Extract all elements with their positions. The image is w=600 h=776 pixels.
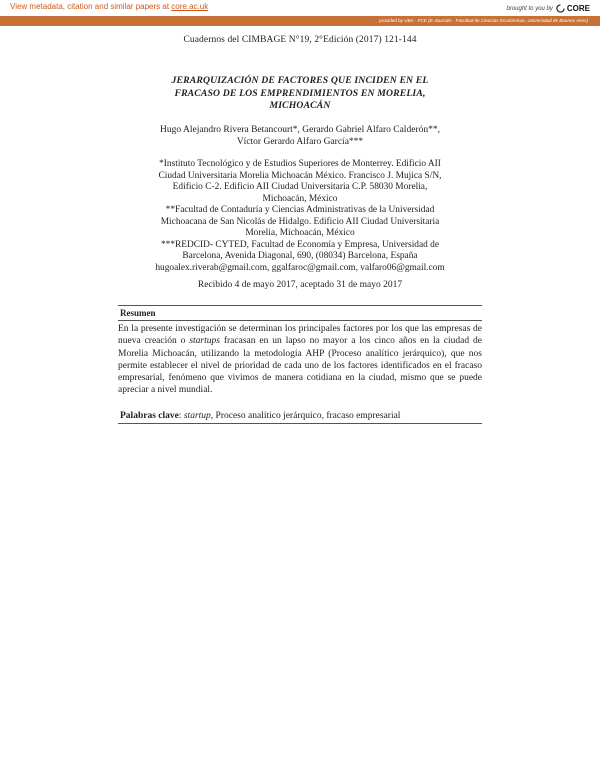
title-line: FRACASO DE LOS EMPRENDIMIENTOS EN MORELIA, bbox=[174, 87, 426, 99]
core-ac-uk-link[interactable]: core.ac.uk bbox=[171, 2, 209, 11]
affiliation-line: *Instituto Tecnológico y de Estudios Superiores de Monterrey. Edificio AII bbox=[159, 159, 441, 169]
brought-to-you-by[interactable] bbox=[507, 4, 591, 13]
author-line: Víctor Gerardo Alfaro García*** bbox=[236, 136, 364, 147]
affiliation-line: Morelia, Michoacán, México bbox=[245, 228, 355, 238]
affiliation-line: ***REDCID- CYTED, Facultad de Economía y Empresa, Universidad de bbox=[160, 239, 440, 250]
abstract-heading: Resumen bbox=[120, 308, 156, 318]
author-line: Hugo Alejandro Rivera Betancourt*, Gerardo Gabriel Alfaro Calderón**, bbox=[160, 125, 440, 135]
paper-title bbox=[130, 75, 470, 113]
keywords bbox=[120, 410, 482, 422]
view-metadata-link[interactable] bbox=[10, 2, 208, 11]
abstract-heading-rule bbox=[118, 320, 482, 321]
affiliation-line: Edificio C-2. Edificio AII Ciudad Universitaria C.P. 58030 Morelia, bbox=[172, 182, 428, 192]
received-dates: Recibido 4 de mayo 2017, aceptado 31 de mayo 2017 bbox=[197, 280, 403, 290]
author-list bbox=[100, 125, 500, 148]
keywords-label: Palabras clave bbox=[120, 411, 179, 421]
title-line: JERARQUIZACIÓN DE FACTORES QUE INCIDEN EN EL bbox=[171, 75, 429, 86]
affiliation-line: Ciudad Universitaria Morelia Michoacán México. Francisco J. Mujica S/N, bbox=[158, 170, 442, 181]
affiliations bbox=[112, 159, 488, 274]
provider-strip[interactable]: provided by UBA · FCE (E-Journals · Facultad de Ciencias Económicas, Universidad de Buenos Aires) bbox=[0, 16, 600, 26]
keywords-bottom-rule bbox=[118, 423, 482, 424]
core-banner bbox=[0, 0, 600, 16]
abstract-text bbox=[118, 323, 482, 397]
core-logo[interactable] bbox=[556, 4, 590, 13]
abstract-text-part: fracasan en un lapso no mayor a los cinco años en la ciudad de Morelia Michoacán, utilizando la metodología AHP (Proceso analítico jerárquico), que nos permite establecer el nivel de prioridad de cada uno de los factores identificados en el fracaso empresarial, fenómeno que vivimos de manera cotidiana en la ciudad, mismo que se puede apreciar a nivel mundial. bbox=[118, 336, 482, 396]
author-emails: hugoalex.riverab@gmail.com, ggalfaroc@gmail.com, valfaro06@gmail.com bbox=[155, 262, 445, 273]
affiliation-line: Michoacana de San Nicolás de Hidalgo. Edificio AII Ciudad Universitaria bbox=[160, 216, 440, 227]
view-metadata-text: View metadata, citation and similar papers at bbox=[10, 2, 172, 11]
abstract-startups-term: startups bbox=[189, 336, 220, 347]
brought-to-you-text: brought to you by bbox=[506, 5, 553, 12]
affiliation-line: Michoacán, México bbox=[262, 193, 338, 204]
keywords-separator: : bbox=[178, 411, 184, 421]
journal-header: Cuadernos del CIMBAGE N°19, 2°Edición (2017) 121-144 bbox=[183, 35, 417, 45]
core-logo-text: CORE bbox=[566, 4, 590, 13]
abstract-text-part: En la presente investigación se determinan los principales factores por los que las empresas de nueva creación o bbox=[118, 324, 482, 347]
core-logo-icon bbox=[556, 4, 565, 13]
affiliation-line: Barcelona, Avenida Diagonal, 690, (08034) Barcelona, España bbox=[182, 251, 418, 261]
affiliation-line: **Facultad de Contaduría y Ciencias Administrativas de la Universidad bbox=[165, 205, 435, 215]
keywords-rest: , Proceso analítico jerárquico, fracaso empresarial bbox=[210, 411, 401, 421]
abstract-top-rule bbox=[118, 305, 482, 306]
title-line: MICHOACÁN bbox=[269, 100, 331, 111]
keyword-startup: startup bbox=[183, 411, 211, 421]
